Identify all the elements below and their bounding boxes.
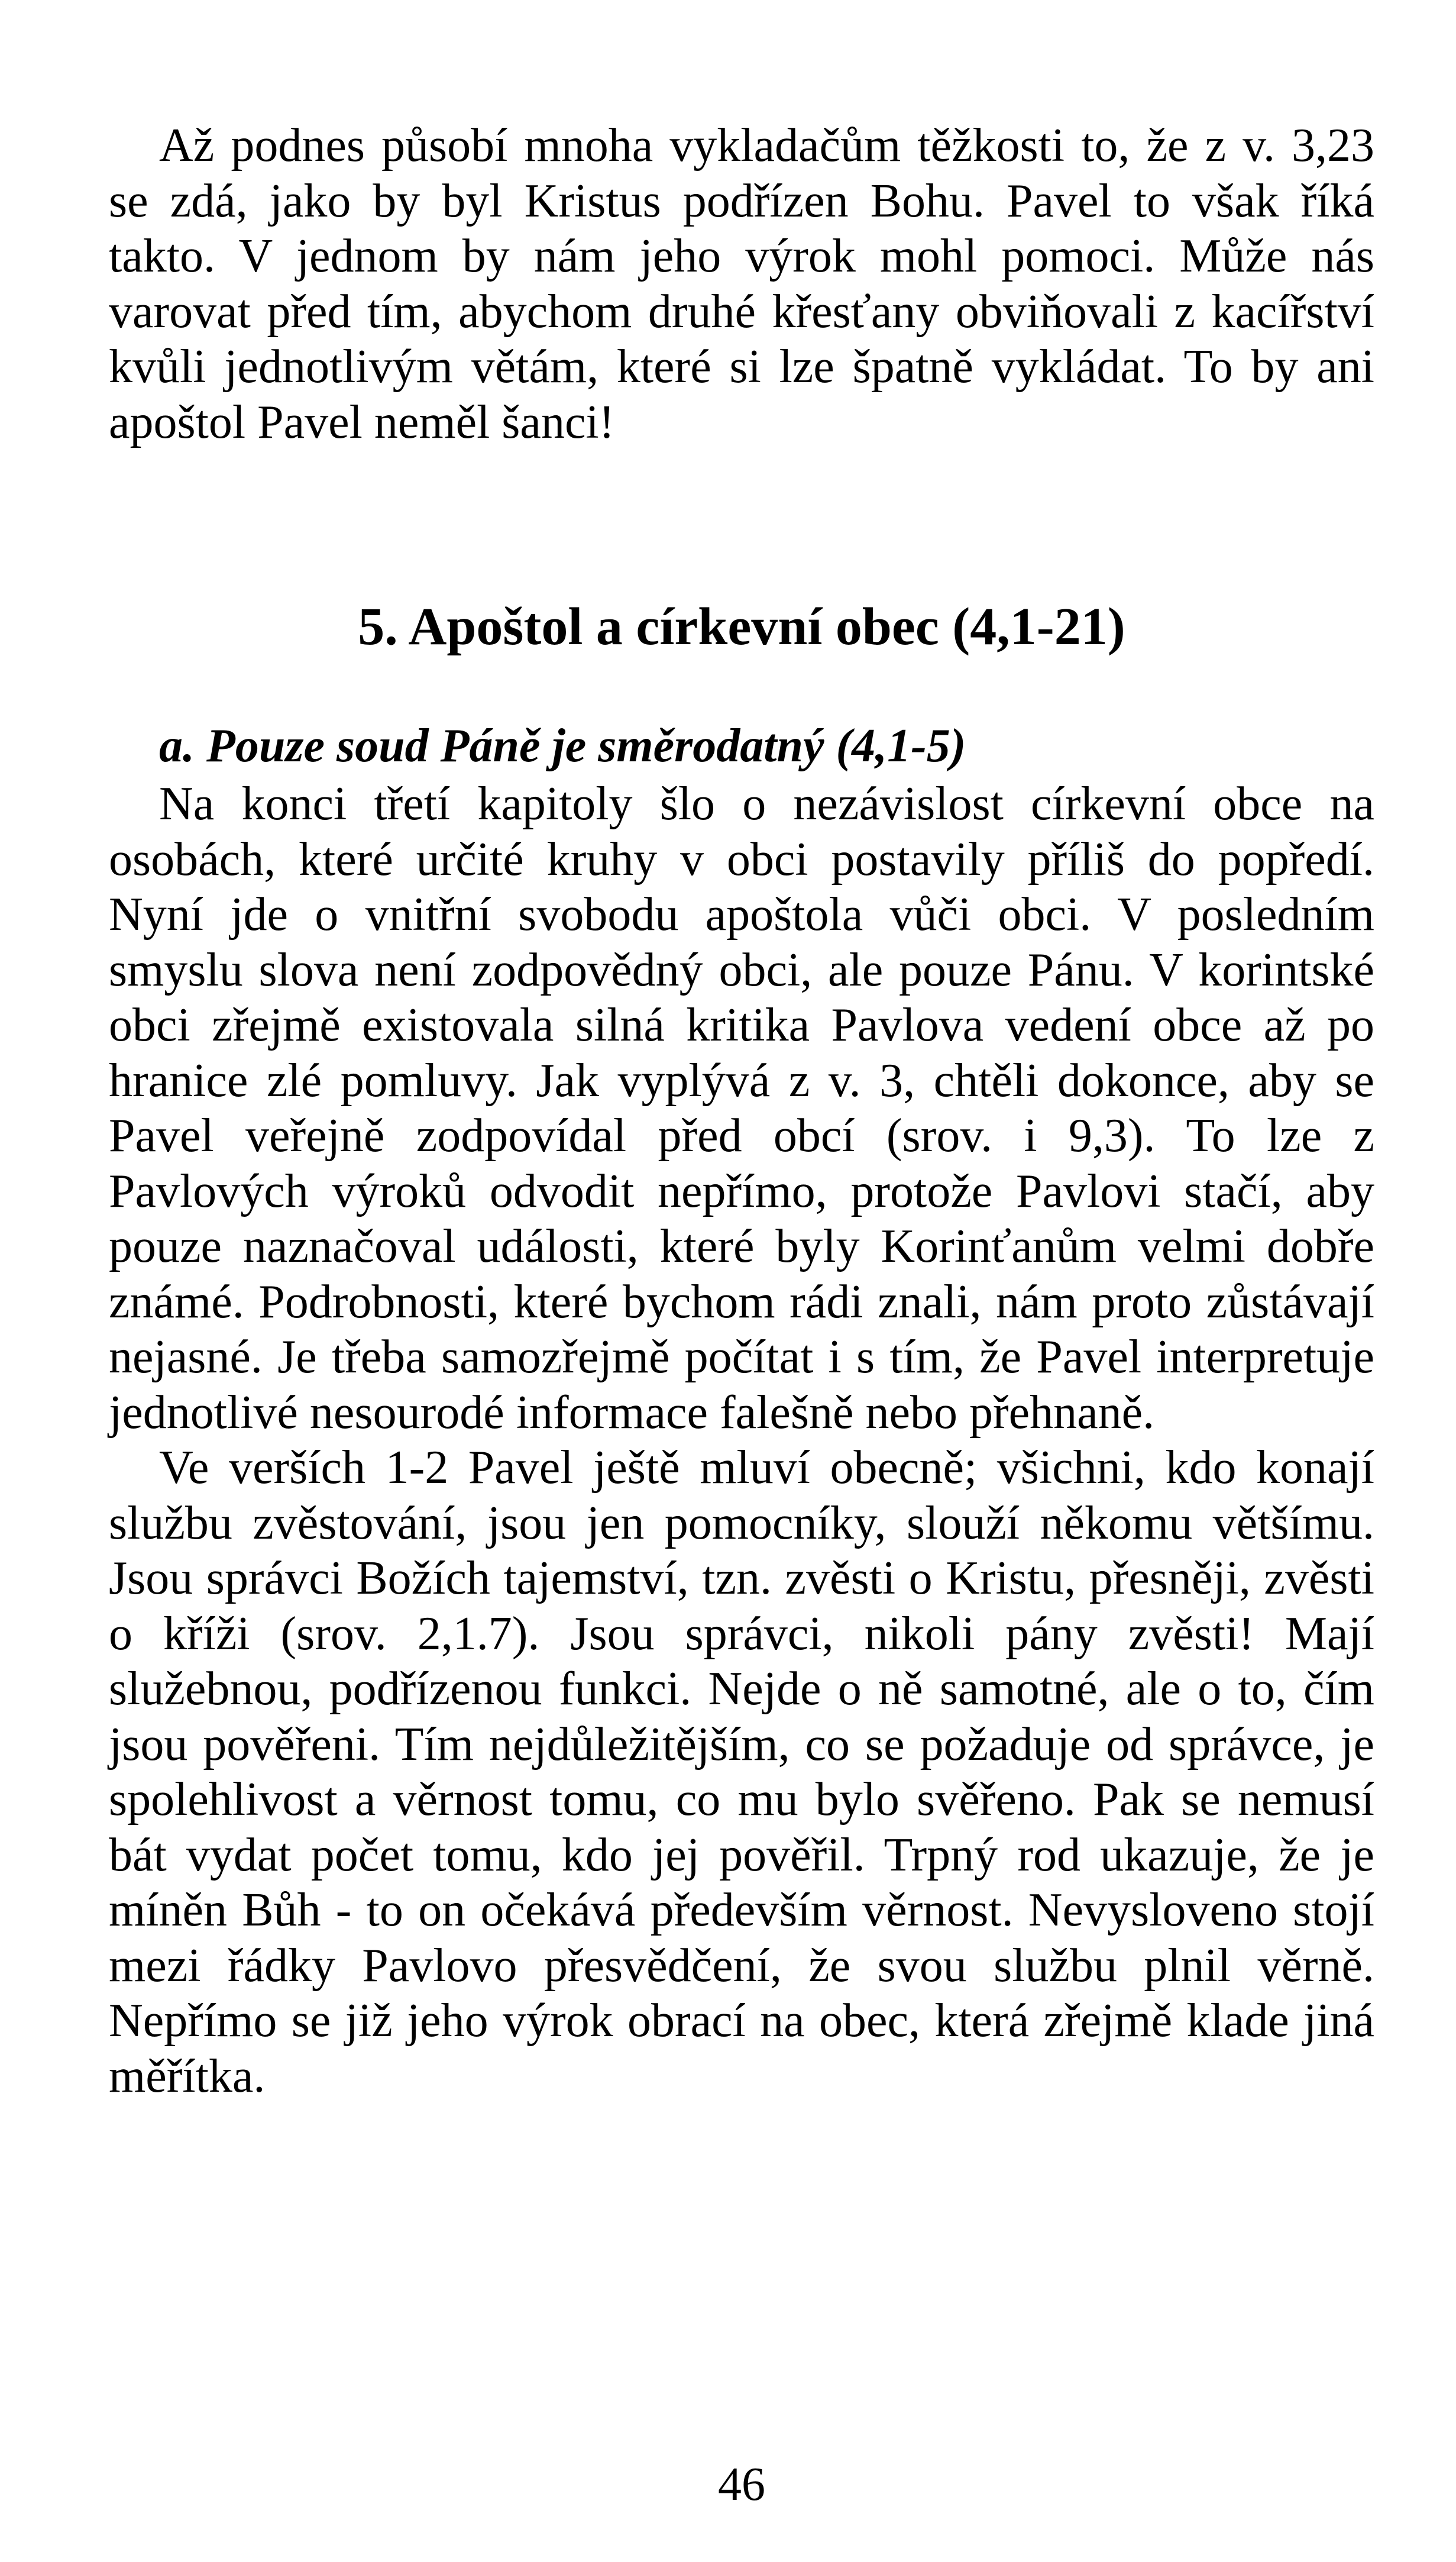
page-number: 46 (718, 2458, 765, 2511)
body-paragraph-2: Ve verších 1-2 Pavel ještě mluví obecně; všichni, kdo konají službu zvěstování, jsou jen pomocníky, slouží někomu většímu. Jsou správci Božích tajemství, tzn. zvěsti o Kristu, přesněji, zvěsti o kříži (srov. 2,1.7). Jsou správci, nikoli pány zvěsti! Mají služebnou, podřízenou funkci. Nejde o ně samotné, ale o to, čím jsou pověřeni. Tím nejdůležitějším, co se požaduje od správce, je spolehlivost a věrnost tomu, co mu bylo svěřeno. Pak se nemusí bát vydat počet tomu, kdo jej pověřil. Trpný rod ukazuje, že je míněn Bůh - to on očekává především věrnost. Nevysloveno stojí mezi řádky Pavlovo přesvědčení, že svou službu plnil věrně. Nepřímo se již jeho výrok obrací na obec, která zřejmě klade jiná měřítka. (109, 1442, 1374, 2102)
intro-paragraph: Až podnes působí mnoha vykladačům těžkosti to, že z v. 3,23 se zdá, jako by byl Kristus podřízen Bohu. Pavel to však říká takto. V jednom by nám jeho výrok mohl pomoci. Může nás varovat před tím, abychom druhé křesťany obviňovali z kacířství kvůli jednotlivým větám, které si lze špatně vykládat. To by ani apoštol Pavel neměl šanci! (109, 119, 1374, 448)
body-section (109, 777, 1374, 2104)
body-paragraph-1: Na konci třetí kapitoly šlo o nezávislost církevní obce na osobách, které určité kruhy v obci postavily příliš do popředí. Nyní jde o vnitřní svobodu apoštola vůči obci. V posledním smyslu slova není zodpovědný obci, ale pouze Pánu. V korintské obci zřejmě existovala silná kritika Pavlova vedení obce až po hranice zlé pomluvy. Jak vyplývá z v. 3, chtěli dokonce, aby se Pavel veřejně zodpovídal před obcí (srov. i 9,3). To lze z Pavlových výroků odvodit nepřímo, protože Pavlovi stačí, aby pouze naznačoval události, které byly Korinťanům velmi dobře známé. Podrobnosti, které bychom rádi znali, nám proto zůstávají nejasné. Je třeba samozřejmě počítat i s tím, že Pavel interpretuje jednotlivé nesourodé informace falešně nebo přehnaně. (109, 778, 1374, 1439)
intro-section (109, 118, 1374, 450)
sub-heading: a. Pouze soud Páně je směrodatný (4,1-5) (159, 720, 966, 772)
section-heading: 5. Apoštol a církevní obec (4,1-21) (358, 597, 1125, 656)
